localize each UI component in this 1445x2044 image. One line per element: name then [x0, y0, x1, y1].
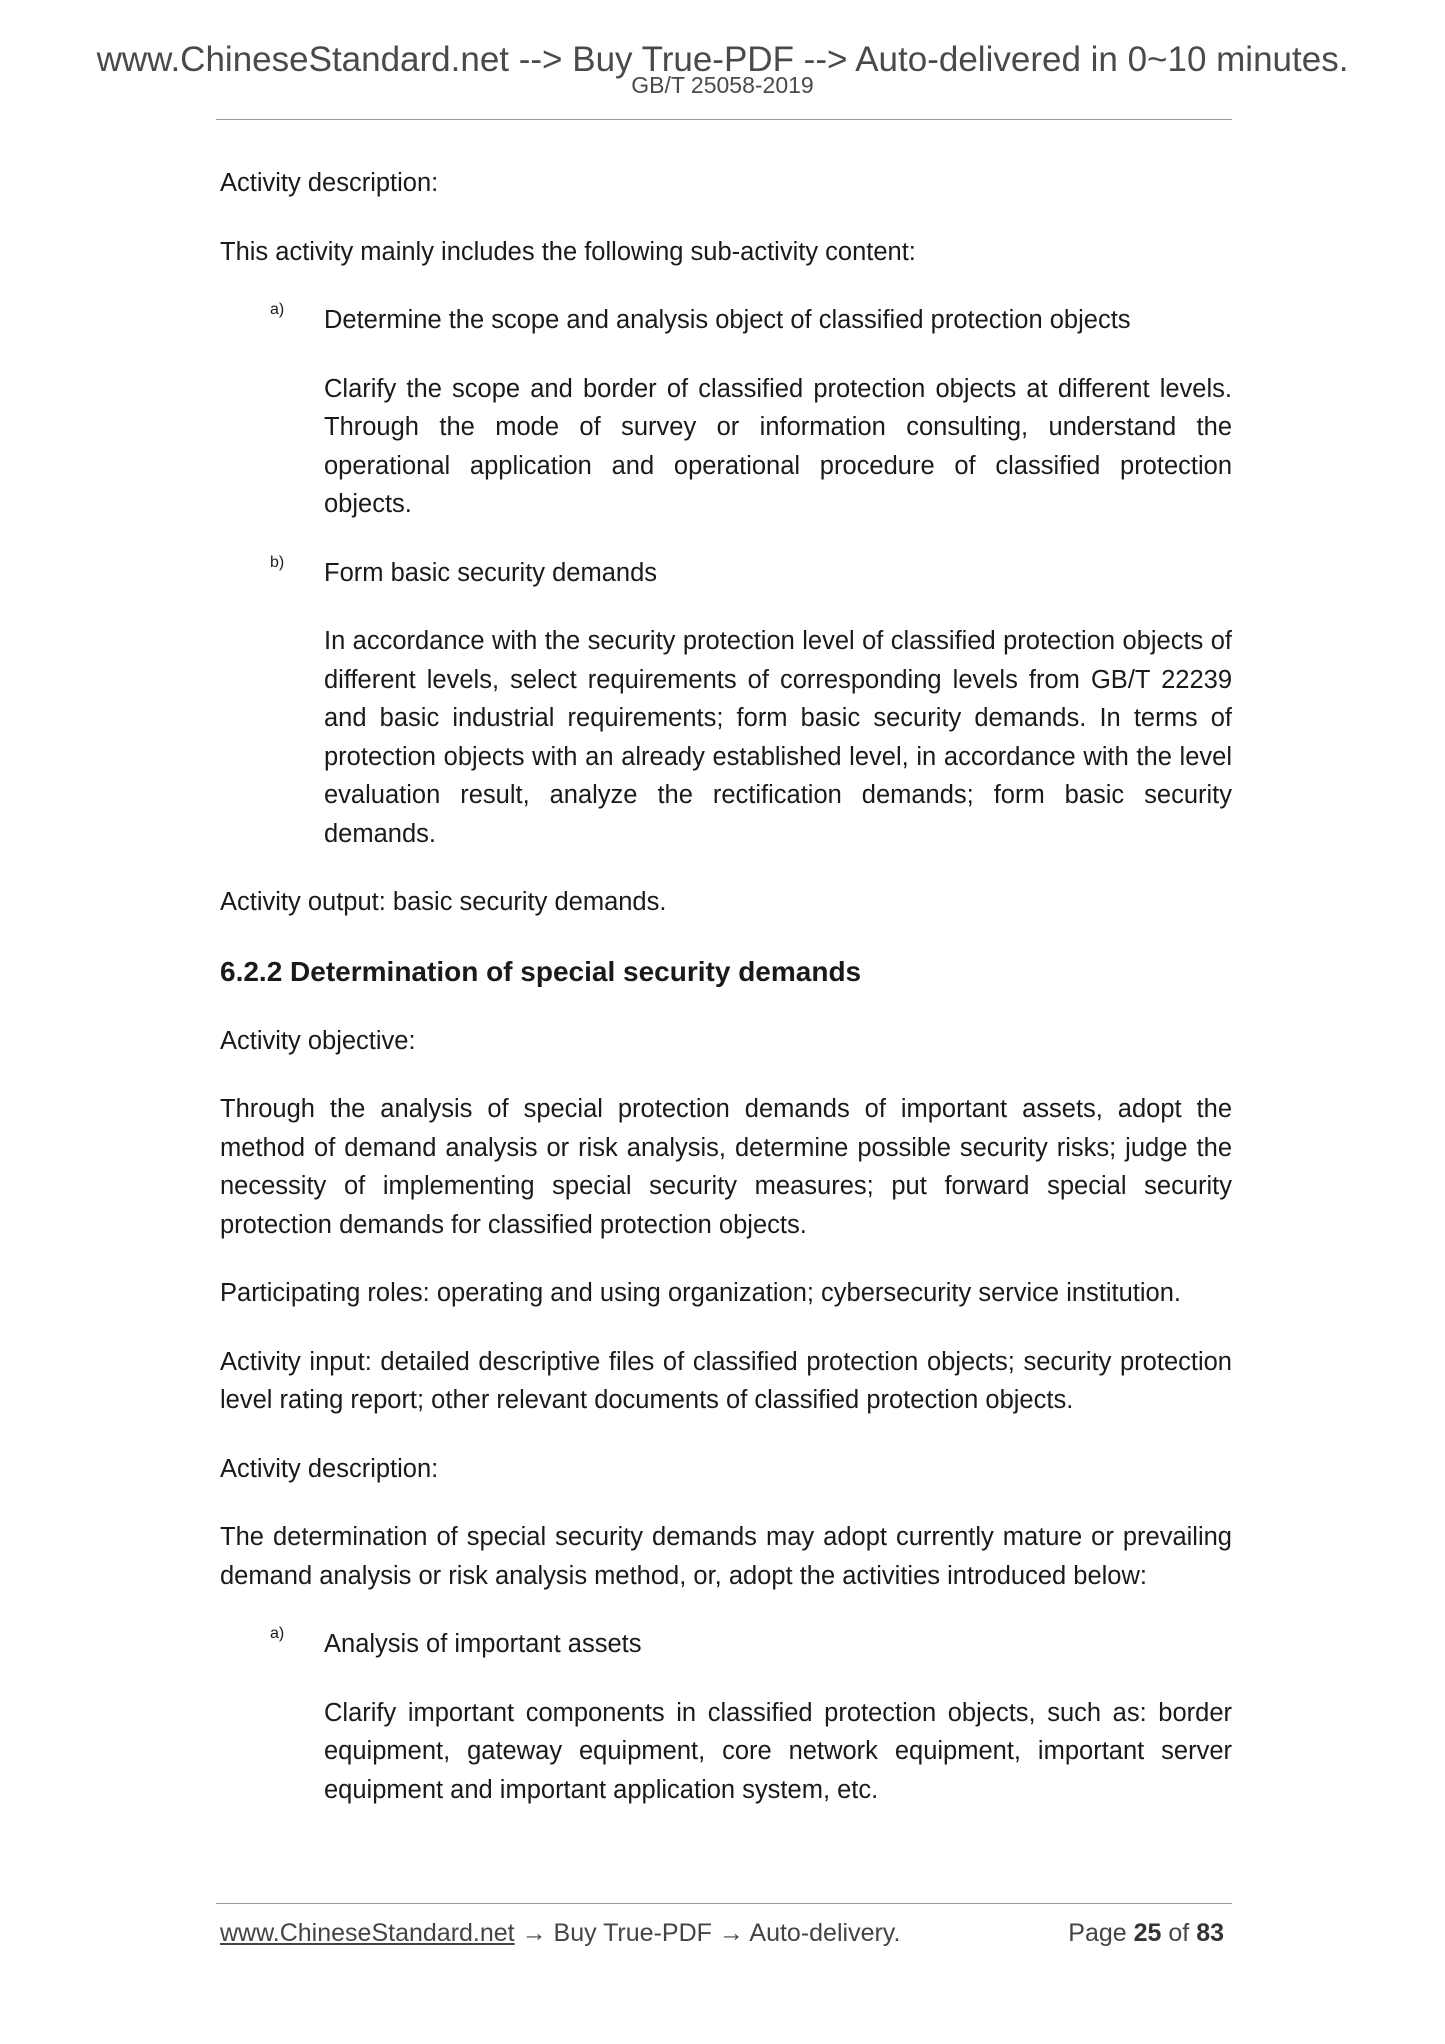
list-item-a2-text: Clarify important components in classified protection objects, such as: border equipment, gateway equipment, core network equipment, important server equipment and important application system, etc. [324, 1698, 1232, 1804]
list-item-a-text: Clarify the scope and border of classified protection objects at different levels. Through the mode of survey or information consulting, understand the operational application and operational procedure of classified protection objects. [324, 374, 1232, 518]
paragraph-objective-label: Activity objective: [220, 1026, 416, 1055]
list-marker: b) [270, 553, 285, 571]
paragraph-activity-output: Activity output: basic security demands. [220, 888, 667, 916]
list-marker: a) [270, 301, 285, 318]
paragraph-description-label: Activity description: [220, 1454, 439, 1483]
footer-promo [220, 1919, 900, 1948]
list-marker: a) [270, 1625, 285, 1642]
paragraph-intro: This activity mainly includes the following sub-activity content: [220, 237, 916, 266]
paragraph-activity-description: Activity description: [220, 169, 439, 197]
paragraph-description-text: The determination of special security demands may adopt currently mature or prevailing demand analysis or risk analysis method, or, adopt the activities introduced below: [220, 1523, 1232, 1590]
list-item-b-text: In accordance with the security protection level of classified protection objects of different levels, select requirements of corresponding levels from GB/T 22239 and basic industrial requirements; form basic security demands. In terms of protection objects with an already established level, in accordance with the level evaluation result, analyze the rectification demands; form basic security demands. [324, 627, 1232, 848]
total-pages: 83 [1196, 1919, 1224, 1947]
page-indicator [1068, 1919, 1224, 1948]
footer-promo-text: → Buy True-PDF → Auto-delivery. [514, 1919, 901, 1947]
footer-site-link[interactable]: www.ChineseStandard.net [220, 1919, 515, 1947]
header-divider [216, 119, 1232, 120]
of-label: of [1168, 1919, 1190, 1947]
paragraph-objective-text: Through the analysis of special protection demands of important assets, adopt the method of demand analysis or risk analysis, determine possible security risks; judge the necessity of implementing special security measures; put forward special security protection demands for classified protection objects. [220, 1095, 1232, 1239]
list-item-title: Form basic security demands [324, 558, 658, 587]
list-item-title: Analysis of important assets [324, 1630, 642, 1658]
section-heading: 6.2.2 Determination of special security demands [220, 955, 862, 987]
list-item-a2 [270, 1625, 1232, 1664]
page-content [220, 164, 1232, 1809]
list-item-a [270, 301, 1232, 340]
page-number: 25 [1133, 1919, 1162, 1947]
paragraph-input: Activity input: detailed descriptive files of classified protection objects; security protection level rating report; other relevant documents of classified protection objects. [220, 1347, 1232, 1414]
list-item-b [270, 554, 1232, 593]
standard-code: GB/T 25058-2019 [631, 72, 814, 98]
page-label: Page [1068, 1919, 1127, 1947]
list-item-title: Determine the scope and analysis object of classified protection objects [324, 306, 1131, 334]
site-banner: www.ChineseStandard.net --> Buy True-PDF --> Auto-delivered in 0~10 minutes. [96, 40, 1349, 79]
footer-divider [216, 1903, 1232, 1904]
paragraph-roles: Participating roles: operating and using organization; cybersecurity service institution. [220, 1279, 1182, 1307]
